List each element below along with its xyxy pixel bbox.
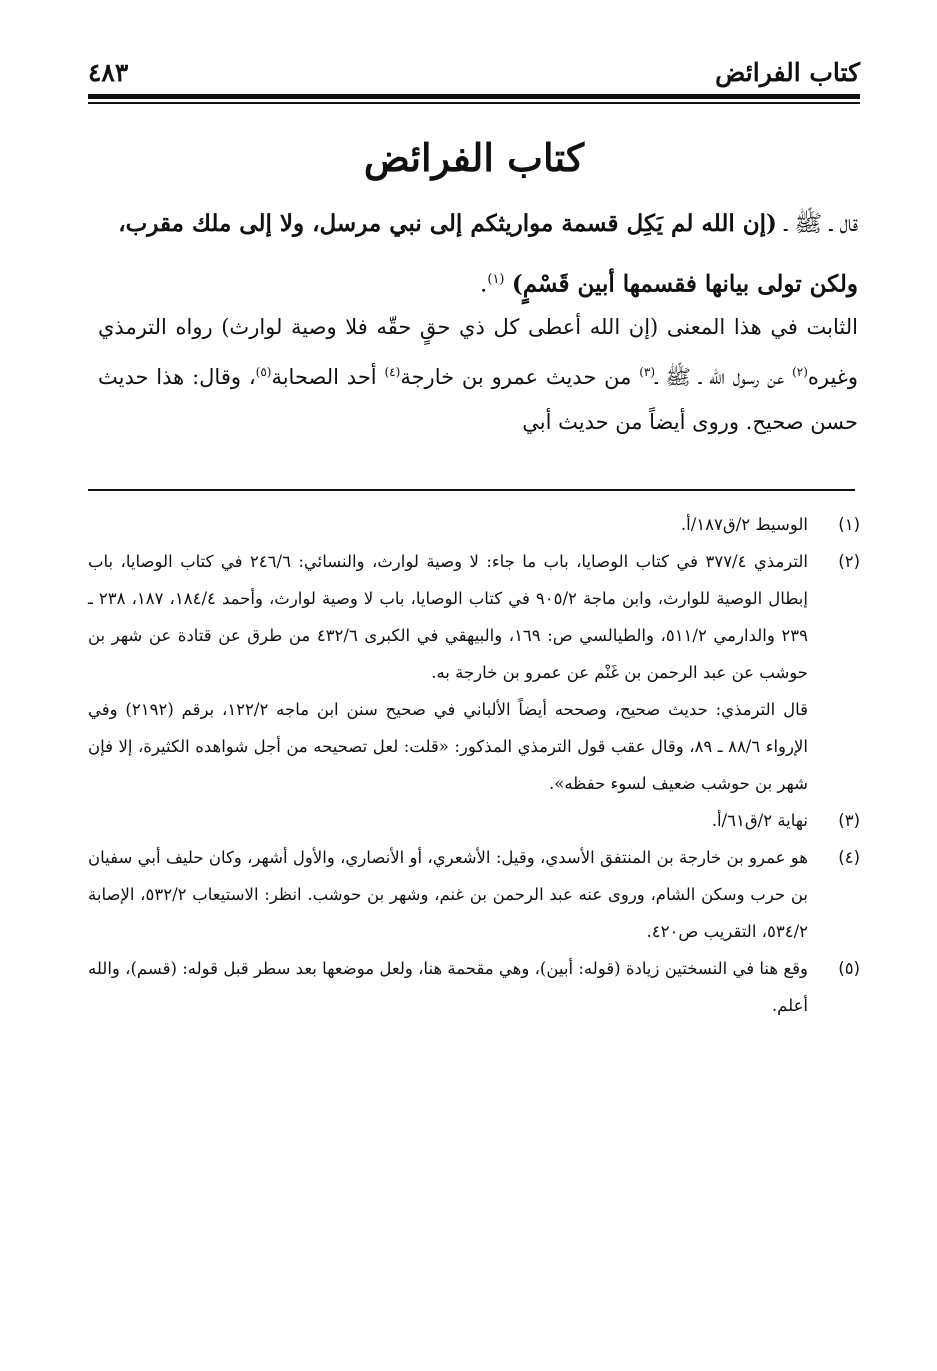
running-title: كتاب الفرائض [715, 58, 860, 87]
footnote-1 [88, 506, 860, 543]
footnote-number: (١) [838, 515, 860, 534]
body-part-2: عن رسول الله ـ ﷺ ـ [655, 365, 793, 389]
page-header [88, 58, 860, 92]
hadith-text [98, 196, 858, 313]
footnote-ref-4: (٤) [384, 365, 401, 379]
chapter-title: كتاب الفرائض [363, 135, 585, 180]
page-number: ٤٨٣ [88, 58, 129, 87]
body-part-5: ، وقال: هذا حديث حسن صحيح. وروى أيضاً من حديث أبي [98, 365, 858, 434]
body-part-4: أحد الصحابة [271, 365, 385, 389]
footnotes [88, 506, 860, 1024]
hadith-quote: (إن الله لم يَكِل قسمة مواريثكم إلى نبي مرسل، ولا إلى ملك مقرب، ولكن تولى بيانها فقسمها أبين قَسْمٍ) [118, 210, 858, 298]
hadith-end: . [480, 271, 488, 298]
footnote-ref-1: (١) [487, 272, 505, 287]
footnote-number: (٤) [838, 848, 860, 867]
footnote-2 [88, 543, 860, 802]
footnote-text: الوسيط ٢/ق١٨٧/أ. [680, 515, 808, 534]
header-rule-thin [88, 102, 860, 104]
footnote-number: (٣) [838, 811, 860, 830]
footnote-ref-5: (٥) [255, 365, 272, 379]
footnote-text: نهاية ٢/ق٦١/أ. [711, 811, 808, 830]
footnote-ref-3: (٣) [639, 365, 656, 379]
header-rule-thick [88, 94, 860, 99]
footnote-ref-2: (٢) [792, 365, 808, 379]
footnote-text: هو عمرو بن خارجة بن المنتفق الأسدي، وقيل: الأشعري، أو الأنصاري، والأول أشهر، وكان حليف أبي سفيان بن حرب وسكن الشام، وروى عنه عبد الرحمن بن غنم، وشهر بن حوشب. انظر: الاستيعاب ٥٣٢/٢، الإصابة ٥٣٤/٢، التقريب ص٤٢٠. [88, 848, 808, 941]
footnote-5 [88, 950, 860, 1024]
footnote-text: قال الترمذي: حديث صحيح، وصححه أيضاً الألباني في صحيح سنن ابن ماجه ١٢٢/٢، برقم (٢١٩٢) وفي الإرواء ٨٨/٦ ـ ٨٩، وقال عقب قول الترمذي المذكور: «قلت: لعل تصحيحه من أجل شواهده الكثيرة، إلا فإن شهر بن حوشب ضعيف لسوء حفظه». [88, 700, 808, 793]
body-part-1: الثابت في هذا المعنى (إن الله أعطى كل ذي حقٍ حقّه فلا وصية لوارث) رواه الترمذي وغيره [98, 315, 858, 389]
footnote-4 [88, 839, 860, 950]
body-part-3: من حديث عمرو بن خارجة [400, 365, 640, 389]
footnote-3 [88, 802, 860, 839]
footnote-number: (٢) [838, 552, 860, 571]
footnote-text: وقع هنا في النسختين زيادة (قوله: أبين)، وهي مقحمة هنا، ولعل موضعها بعد سطر قبل قوله: (قسم)، والله أعلم. [88, 959, 808, 1015]
footnote-separator [88, 489, 855, 491]
body-paragraph [98, 305, 858, 445]
footnote-text: الترمذي ٣٧٧/٤ في كتاب الوصايا، باب ما جاء: لا وصية لوارث، والنسائي: ٢٤٦/٦ في كتاب الوصايا، باب إبطال الوصية للوارث، وابن ماجة ٩٠٥/٢ في كتاب الوصايا، باب لا وصية لوارث، وأحمد ١٨٤/٤، ١٨٧، ٢٣٨ ـ ٢٣٩ والدارمي ٥١١/٢، والطيالسي ص: ١٦٩، والبيهقي في الكبرى ٤٣٢/٦ من طرق عن قتادة عن شهر بن حوشب عن عبد الرحمن بن غَنْم عن عمرو بن خارجة به. [88, 552, 808, 682]
footnote-number: (٥) [838, 959, 860, 978]
hadith-intro: قال ـ ﷺ ـ [784, 211, 858, 237]
